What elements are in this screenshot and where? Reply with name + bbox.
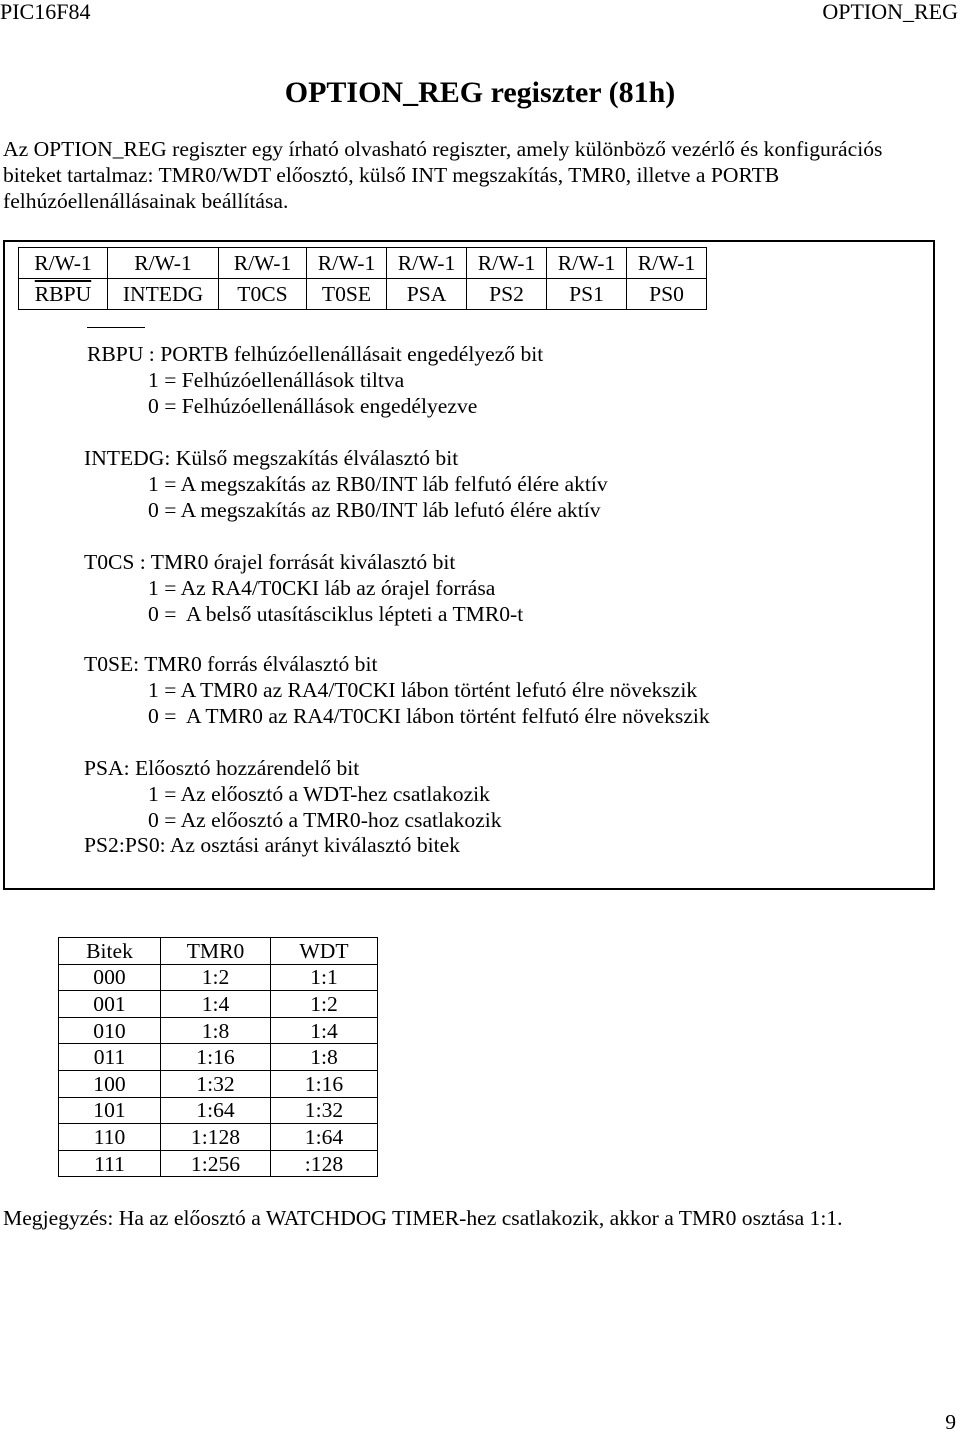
cell-bits: 000 <box>59 964 161 991</box>
cell-bits: 111 <box>59 1150 161 1177</box>
desc-psa-option-1: 1 = Az előosztó a WDT-hez csatlakozik <box>148 782 490 806</box>
table-row <box>59 1044 378 1071</box>
access-bit4: R/W-1 <box>307 248 387 279</box>
access-bit0: R/W-1 <box>627 248 707 279</box>
bit-t0cs: T0CS <box>219 279 307 310</box>
bit-psa: PSA <box>387 279 467 310</box>
cell-wdt: 1:16 <box>271 1070 378 1097</box>
cell-wdt: :128 <box>271 1150 378 1177</box>
table-row <box>59 1124 378 1151</box>
prescaler-header-bits: Bitek <box>59 938 161 965</box>
desc-rbpu-option-0: 0 = Felhúzóellenállások engedélyezve <box>148 394 478 418</box>
footnote: Megjegyzés: Ha az előosztó a WATCHDOG TIMER-hez csatlakozik, akkor a TMR0 osztása 1:1. <box>3 1206 843 1230</box>
table-row <box>59 1070 378 1097</box>
desc-rbpu-option-1: 1 = Felhúzóellenállások tiltva <box>148 368 405 392</box>
desc-ps-heading: PS2:PS0: Az osztási arányt kiválasztó bitek <box>84 833 461 857</box>
desc-t0cs-option-0: 0 = A belső utasításciklus lépteti a TMR0-t <box>148 602 524 626</box>
bit-t0se: T0SE <box>307 279 387 310</box>
cell-bits: 100 <box>59 1070 161 1097</box>
cell-tmr0: 1:256 <box>161 1150 271 1177</box>
cell-wdt: 1:4 <box>271 1017 378 1044</box>
desc-psa-heading: PSA: Előosztó hozzárendelő bit <box>84 756 360 780</box>
header-register-name: OPTION_REG <box>822 0 958 24</box>
header-chip-name: PIC16F84 <box>0 0 91 24</box>
cell-wdt: 1:64 <box>271 1124 378 1151</box>
cell-bits: 001 <box>59 991 161 1018</box>
desc-intedg-option-0: 0 = A megszakítás az RB0/INT láb lefutó élére aktív <box>148 498 601 522</box>
cell-tmr0: 1:4 <box>161 991 271 1018</box>
rbpu-overline <box>87 327 145 328</box>
access-bit7: R/W-1 <box>19 248 108 279</box>
desc-t0se-option-1: 1 = A TMR0 az RA4/T0CKI lábon történt lefutó élre növekszik <box>148 678 698 702</box>
cell-tmr0: 1:8 <box>161 1017 271 1044</box>
cell-bits: 011 <box>59 1044 161 1071</box>
register-name-row <box>19 279 707 310</box>
cell-tmr0: 1:32 <box>161 1070 271 1097</box>
prescaler-table <box>58 937 378 1177</box>
table-row <box>59 1150 378 1177</box>
access-bit2: R/W-1 <box>467 248 547 279</box>
page-title: OPTION_REG regiszter (81h) <box>284 76 676 109</box>
prescaler-header-wdt: WDT <box>271 938 378 965</box>
cell-bits: 110 <box>59 1124 161 1151</box>
bit-ps1: PS1 <box>547 279 627 310</box>
access-bit5: R/W-1 <box>219 248 307 279</box>
bit-ps0: PS0 <box>627 279 707 310</box>
cell-wdt: 1:2 <box>271 991 378 1018</box>
cell-bits: 010 <box>59 1017 161 1044</box>
desc-rbpu-heading: RBPU : PORTB felhúzóellenállásait engedélyező bit <box>87 342 544 366</box>
table-row <box>59 1097 378 1124</box>
prescaler-header-row <box>59 938 378 965</box>
access-bit3: R/W-1 <box>387 248 467 279</box>
cell-tmr0: 1:64 <box>161 1097 271 1124</box>
cell-bits: 101 <box>59 1097 161 1124</box>
access-bit6: R/W-1 <box>108 248 219 279</box>
cell-tmr0: 1:16 <box>161 1044 271 1071</box>
table-row <box>59 991 378 1018</box>
register-bit-table <box>18 247 707 310</box>
bit-rbpu-label: RBPU <box>34 282 92 306</box>
desc-t0cs-option-1: 1 = Az RA4/T0CKI láb az órajel forrása <box>148 576 496 600</box>
page-number: 9 <box>945 1410 956 1434</box>
intro-line-1: Az OPTION_REG regiszter egy írható olvasható regiszter, amely különböző vezérlő és konfigurációs <box>3 137 883 161</box>
desc-t0se-option-0: 0 = A TMR0 az RA4/T0CKI lábon történt felfutó élre növekszik <box>148 704 710 728</box>
desc-intedg-option-1: 1 = A megszakítás az RB0/INT láb felfutó élére aktív <box>148 472 608 496</box>
cell-tmr0: 1:128 <box>161 1124 271 1151</box>
register-access-row <box>19 248 707 279</box>
desc-psa-option-0: 0 = Az előosztó a TMR0-hoz csatlakozik <box>148 808 502 832</box>
intro-line-3: felhúzóellenállásainak beállítása. <box>3 189 289 213</box>
desc-intedg-heading: INTEDG: Külső megszakítás élválasztó bit <box>84 446 459 470</box>
intro-line-2: biteket tartalmaz: TMR0/WDT előosztó, külső INT megszakítás, TMR0, illetve a PORTB <box>3 163 780 187</box>
cell-wdt: 1:1 <box>271 964 378 991</box>
desc-t0se-heading: T0SE: TMR0 forrás élválasztó bit <box>84 652 378 676</box>
table-row <box>59 964 378 991</box>
table-row <box>59 1017 378 1044</box>
bit-ps2: PS2 <box>467 279 547 310</box>
desc-t0cs-heading: T0CS : TMR0 órajel forrását kiválasztó bit <box>84 550 456 574</box>
prescaler-header-tmr0: TMR0 <box>161 938 271 965</box>
bit-intedg: INTEDG <box>108 279 219 310</box>
cell-tmr0: 1:2 <box>161 964 271 991</box>
cell-wdt: 1:32 <box>271 1097 378 1124</box>
access-bit1: R/W-1 <box>547 248 627 279</box>
cell-wdt: 1:8 <box>271 1044 378 1071</box>
bit-rbpu <box>19 279 108 310</box>
